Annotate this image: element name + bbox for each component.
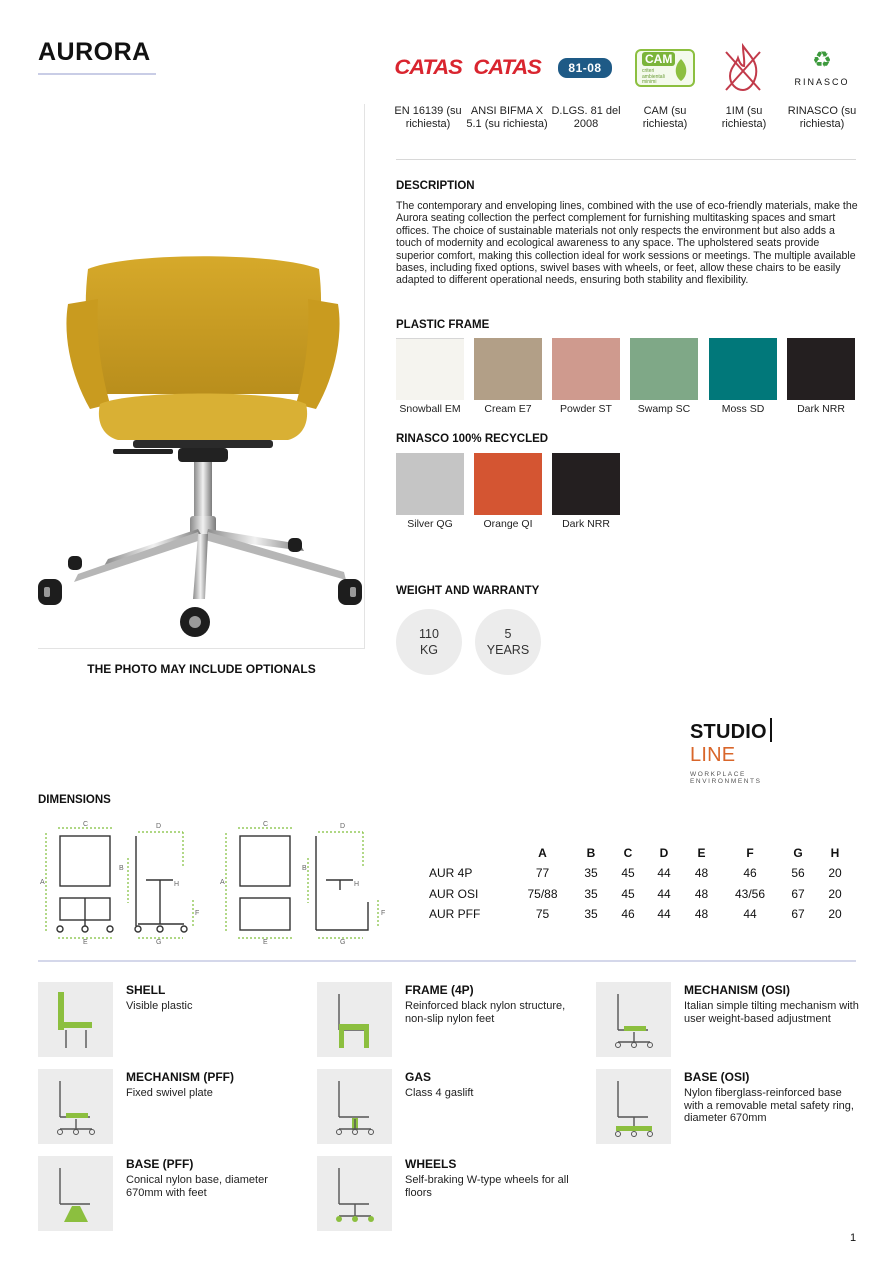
dimension-cell: 35 [584,907,598,922]
cert-label: EN 16139 (su richiesta) [394,105,462,130]
color-swatch [474,338,542,400]
column-header: E [697,846,706,860]
dimension-cell: 44 [657,907,671,922]
svg-text:G: G [340,939,346,946]
dimension-cell: 46 [621,907,635,922]
svg-text:F: F [381,910,386,917]
swatch-label: Moss SD [721,403,765,415]
mechanism-pff-icon [38,1069,113,1144]
component-title: MECHANISM (PFF) [126,1070,234,1084]
dimension-cell: 48 [694,866,709,881]
dimension-cell: 48 [694,886,709,901]
dimension-cell: 46 [743,866,757,881]
svg-text:B: B [302,865,307,872]
base-osi-icon [596,1069,671,1144]
model-cell: AUR PFF [429,907,481,922]
weight-badge: 110 KG [396,609,462,675]
dimension-cell: 45 [621,866,635,881]
dimension-cell: 75/88 [527,886,558,901]
studio-line-logo: STUDIOLINE WORKPLACE ENVIRONMENTS [690,718,820,768]
divider [396,159,856,160]
dimension-cell: 43/56 [734,886,766,901]
page-number: 1 [850,1232,857,1244]
svg-text:G: G [156,939,162,946]
model-column-header [420,843,515,863]
component-description: Conical nylon base, diameter 670mm with feet [126,1174,268,1199]
cert-label: ANSI BIFMA X 5.1 (su richiesta) [466,105,548,130]
column-header: B [586,846,596,860]
dimension-cell: 56 [791,866,805,881]
component-title: BASE (OSI) [684,1070,750,1084]
column-header: A [538,846,547,860]
svg-text:C: C [263,821,269,828]
component-description: Nylon fiberglass-reinforced base with a removable metal safety ring, diameter 670mm [684,1087,854,1124]
frame-4p-icon [317,982,392,1057]
shell-icon [38,982,113,1057]
color-swatch [396,453,464,515]
component-description: Self-braking W-type wheels for all floors [405,1174,569,1199]
swatch-label: Cream E7 [484,403,532,415]
product-photo [38,104,365,649]
dimensions-header-row [420,843,855,863]
dimension-cell: 67 [791,907,805,922]
model-cell: AUR 4P [429,866,473,881]
description-text: The contemporary and enveloping lines, combined with the use of eco-friendly materials, make the Aurora seating collection the perfect complement for furnishing multitasking spaces and smart offices. The choice of sustainable materials not only respects the environment but also adds a touch of modernity and ecological awareness to any space. The upholstered seats provide superior comfort, making this collection ideal for work sessions or meetings. The multiple available bases, including fixed options, swivel bases with wheels, or feet, allow these chairs to be easily adapted to different operational needs, ensuring both stability and flexibility. [396,200,858,287]
color-swatch [552,338,620,400]
rinasco-logo: ♻ RINASCO [794,47,850,87]
weight-warranty-heading: WEIGHT AND WARRANTY [396,585,540,597]
color-swatch [630,338,698,400]
svg-text:A: A [40,879,45,886]
table-row [420,904,855,925]
component-title: BASE (PFF) [126,1157,194,1171]
swatch-label: Swamp SC [637,403,691,415]
svg-text:C: C [83,821,89,828]
logo-separator [770,718,772,742]
photo-caption: THE PHOTO MAY INCLUDE OPTIONALS [87,662,316,676]
dimension-cell: 48 [694,907,709,922]
cert-label: CAM (su richiesta) [642,105,688,130]
swatch-label: Dark NRR [797,403,845,415]
dimension-cell: 44 [657,886,671,901]
column-header: G [793,846,803,860]
warranty-badge: 5 YEARS [475,609,541,675]
component-description: Reinforced black nylon structure, non-slip nylon feet [405,1000,566,1025]
swatch-label: Silver QG [407,518,453,530]
mechanism-osi-icon [596,982,671,1057]
cert-label: D.LGS. 81 del 2008 [551,105,621,130]
dimension-cell: 45 [621,886,635,901]
flame-crossed-icon [703,36,783,100]
color-swatch [709,338,777,400]
dimensions-table [420,843,855,925]
color-swatch [474,453,542,515]
dimension-cell: 35 [584,886,598,901]
component-title: MECHANISM (OSI) [684,983,790,997]
component-description: Visible plastic [126,1000,193,1012]
dimension-cell: 20 [828,907,842,922]
dimension-cell: 44 [743,907,757,922]
color-swatch [787,338,855,400]
divider [38,960,856,962]
dimension-cell: 35 [584,866,598,881]
swatch-label: Snowball EM [399,403,461,415]
cert-label: 1IM (su richiesta) [721,105,767,130]
svg-text:E: E [263,939,268,946]
table-row [420,863,855,884]
table-row [420,884,855,905]
dimension-cell: 44 [657,866,671,881]
catas-logo: CATAS [394,56,462,79]
component-title: GAS [405,1070,432,1084]
dimensions-diagram [38,818,398,950]
swatch-label: Orange QI [483,518,533,530]
column-header: D [659,846,669,860]
svg-text:D: D [340,823,346,830]
base-pff-icon [38,1156,113,1231]
dimension-cell: 77 [535,866,550,881]
component-title: SHELL [126,983,166,997]
color-swatch [552,453,620,515]
cert-label: RINASCO (su richiesta) [787,105,857,130]
component-description: Fixed swivel plate [126,1087,213,1099]
swatch-label: Dark NRR [562,518,610,530]
gas-icon [317,1069,392,1144]
component-title: FRAME (4P) [405,983,474,997]
chair-illustration [38,104,365,649]
dimensions-heading: DIMENSIONS [38,794,111,806]
recycle-icon: ♻ [812,47,832,72]
description-heading: DESCRIPTION [396,180,475,192]
dimension-cell: 75 [535,907,550,922]
component-description: Italian simple tilting mechanism with user weight-based adjustment [684,1000,859,1025]
dimension-cell: 20 [828,866,842,881]
svg-text:F: F [195,910,200,917]
swatch-label: Powder ST [560,403,612,415]
component-description: Class 4 gaslift [405,1087,474,1099]
catas-logo: CATAS [473,56,541,79]
dlgs-81-08-badge: 81-08 [545,36,625,100]
model-cell: AUR OSI [429,886,479,901]
svg-text:E: E [83,939,88,946]
component-title: WHEELS [405,1157,457,1171]
plastic-frame-heading: PLASTIC FRAME [396,319,490,331]
product-title: AURORA [38,38,151,66]
wheels-icon [317,1156,392,1231]
svg-text:B: B [119,865,124,872]
column-header: C [623,846,633,860]
dimension-cell: 67 [791,886,805,901]
rinasco-heading: RINASCO 100% RECYCLED [396,433,549,445]
svg-text:A: A [220,879,225,886]
column-header: H [830,846,840,860]
title-underline [38,73,156,75]
dimension-cell: 20 [828,886,842,901]
column-header: F [746,846,754,860]
color-swatch [396,338,464,400]
svg-text:H: H [174,881,180,888]
leaf-icon [673,59,689,81]
cam-logo: CAM criteri ambientali minimi [625,36,705,100]
svg-text:H: H [354,881,360,888]
svg-text:D: D [156,823,162,830]
